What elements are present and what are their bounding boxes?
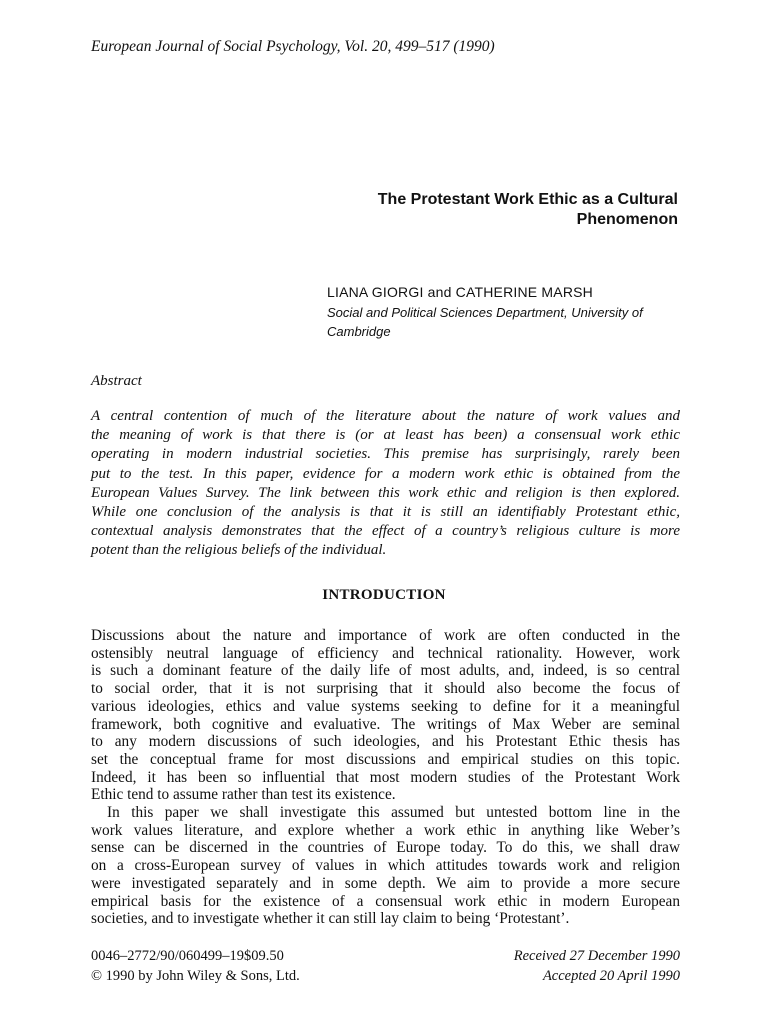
abstract-body [91,407,680,561]
intro-line: ostensibly neutral language of efficiency and technical rationality. However, work [91,644,680,662]
intro-line: is such a dominant feature of the daily life of most adults, and, indeed, is so central [91,662,680,680]
abstract-line: While one conclusion of the analysis is that it is still an identifiably Protestant ethic, [91,504,680,521]
abstract-heading: Abstract [91,373,142,389]
intro-line: to social order, that it is not surprising that it should also become the focus of [91,680,680,698]
abstract-line: A central contention of much of the literature about the nature of work values and [91,408,680,424]
abstract-line: the meaning of work is that there is (or at least has been) a consensual work ethic [91,427,680,444]
abstract-line: operating in modern industrial societies. This premise has surprisingly, rarely been [91,446,680,463]
intro-line: In this paper we shall investigate this assumed but untested bottom line in the [107,804,680,822]
authors: LIANA GIORGI and CATHERINE MARSH [327,284,593,300]
abstract-line: put to the test. In this paper, evidence for a modern work ethic is obtained from the [91,465,680,482]
publication-code: 0046–2772/90/060499–19$09.50 [91,948,284,964]
abstract-line: European Values Survey. The link between this work ethic and religion is then explored. [91,484,680,501]
article-title [378,190,678,230]
intro-line: set the conceptual frame for most discussions and empirical studies on this topic. [91,750,680,768]
copyright-notice: © 1990 by John Wiley & Sons, Ltd. [91,968,300,984]
abstract-line: contextual analysis demonstrates that the effect of a country’s religious culture is more [91,523,680,540]
intro-line: societies, and to investigate whether it can still lay claim to being ‘Protestant’. [91,910,570,928]
intro-line: Discussions about the nature and importance of work are often conducted in the [91,627,680,644]
intro-line: sense can be discerned in the countries of Europe today. To do this, we shall draw [91,839,680,857]
journal-citation: European Journal of Social Psychology, Vol. 20, 499–517 (1990) [91,38,495,55]
intro-line: empirical basis for the existence of a consensual work ethic in modern European [91,892,680,910]
intro-line: various ideologies, ethics and value systems seeking to define for it a meaningful [91,697,680,715]
affiliation-line: Cambridge [327,324,391,339]
intro-line: were investigated separately and in some depth. We aim to provide a more secure [91,874,680,892]
affiliation-line: Social and Political Sciences Department, University of [327,305,643,320]
intro-line: Ethic tend to assume rather than test its existence. [91,786,396,804]
title-line: Phenomenon [576,211,678,228]
title-line: The Protestant Work Ethic as a Cultural [377,191,678,208]
abstract-line: potent than the religious beliefs of the individual. [91,542,387,559]
intro-line: to any modern discussions of such ideologies, and his Protestant Ethic thesis has [91,733,680,751]
introduction-body [91,627,680,928]
intro-line: framework, both cognitive and evaluative. The writings of Max Weber are seminal [91,715,680,733]
received-date: Received 27 December 1990 [513,948,680,964]
affiliation [327,303,687,341]
section-heading-introduction: INTRODUCTION [322,587,446,603]
intro-line: work values literature, and explore whether a work ethic in anything like Weber’s [91,821,680,839]
accepted-date: Accepted 20 April 1990 [542,968,680,984]
intro-line: Indeed, it has been so influential that most modern studies of the Protestant Work [91,768,680,786]
footer-right [514,946,680,986]
intro-line: on a cross-European survey of values in which attitudes towards work and religion [91,857,680,875]
footer-left [91,946,300,986]
